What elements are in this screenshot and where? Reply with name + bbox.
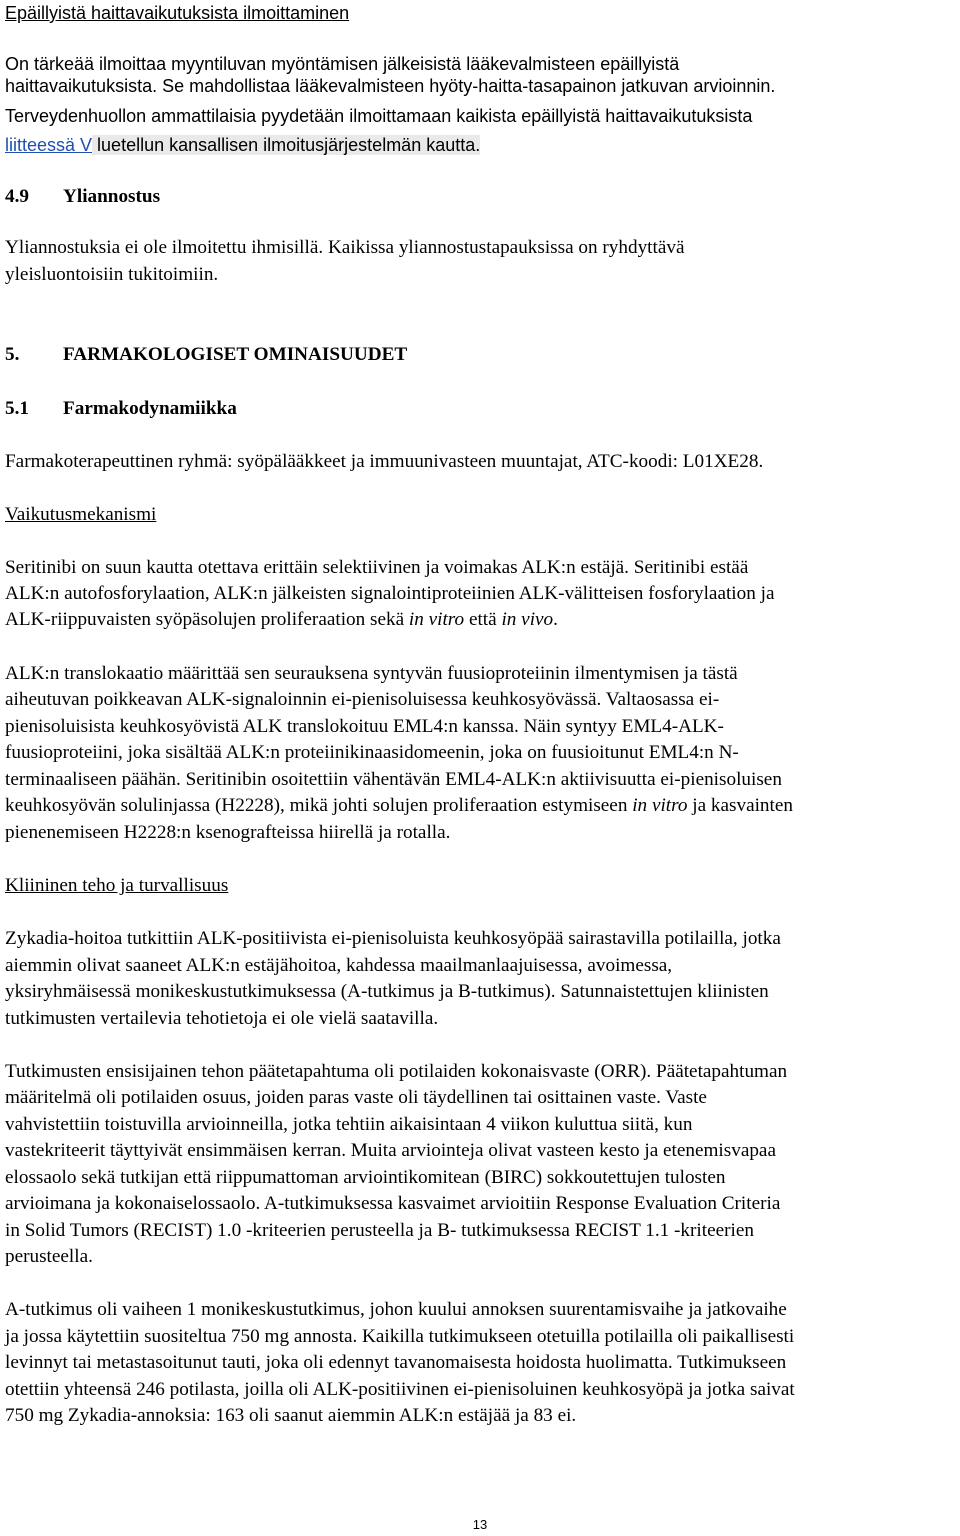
mechanism-line: pienisoluisista keuhkosyövistä ALK translokoituu EML4:n kanssa. Näin syntyy EML4-ALK-	[5, 716, 724, 737]
mechanism-line	[5, 793, 793, 819]
clinical-line: Zykadia-hoitoa tutkittiin ALK-positiivista ei-pienisoluista keuhkosyöpää sairastavilla potilailla, jotka	[5, 928, 781, 949]
text-span: ja kasvainten	[687, 795, 793, 816]
overdose-line: yleisluontoisiin tukitoimiin.	[5, 264, 219, 285]
clinical-line: Tutkimusten ensisijainen tehon päätetapahtuma oli potilaiden kokonaisvaste (ORR). Päätetapahtuman	[5, 1061, 788, 1082]
clinical-line: elossaolo sekä tutkijan että riippumattoman arviointikomitean (BIRC) sokkoutettujen tulosten	[5, 1167, 726, 1188]
clinical-line: 750 mg Zykadia-annoksia: 163 oli saanut aiemmin ALK:n estäjää ja 83 ei.	[5, 1405, 577, 1426]
italic-span: in vitro	[632, 795, 688, 816]
reporting-heading: Epäillyistä haittavaikutuksista ilmoittaminen	[5, 3, 350, 23]
text-span: ALK-riippuvaisten syöpäsolujen proliferaation sekä	[5, 609, 409, 630]
clinical-line: levinnyt tai metastasoitunut tauti, joka oli edennyt tavanomaisesta hoidosta huolimatta. Tutkimukseen	[5, 1352, 787, 1373]
mechanism-line: ALK:n translokaatio määrittää sen seurauksena syntyvän fuusioproteiinin ilmentymisen ja tästä	[5, 663, 738, 684]
overdose-line: Yliannostuksia ei ole ilmoitettu ihmisillä. Kaikissa yliannostustapauksissa on ryhdyttävä	[5, 237, 685, 258]
section-5-heading	[5, 342, 407, 368]
clinical-line: A-tutkimus oli vaiheen 1 monikeskustutkimus, johon kuului annoksen suurentamisvaihe ja jatkovaihe	[5, 1299, 787, 1320]
reporting-line	[5, 132, 480, 158]
reporting-line-rest: luetellun kansallisen ilmoitusjärjestelmän kautta.	[92, 135, 481, 155]
clinical-line: yksiryhmäisessä monikeskustutkimuksessa (A-tutkimus ja B-tutkimus). Satunnaistettujen kliinisten	[5, 981, 769, 1002]
section-title: FARMAKOLOGISET OMINAISUUDET	[63, 344, 408, 365]
text-span: että	[464, 609, 502, 630]
mechanism-heading: Vaikutusmekanismi	[5, 504, 157, 525]
text-span: keuhkosyövän solulinjassa (H2228), mikä johti solujen proliferaation estymiseen	[5, 795, 633, 816]
mechanism-line: terminaaliseen päähän. Seritinibin osoitettiin vähentävän EML4-ALK:n aktiivisuutta ei-pienisoluisen	[5, 769, 782, 790]
italic-span: in vivo	[501, 609, 554, 630]
text-span: .	[553, 609, 558, 630]
section-4-9-heading	[5, 184, 160, 210]
section-number: 5.1	[5, 398, 29, 419]
clinical-line: tutkimusten vertailevia tehotietoja ei ole vielä saatavilla.	[5, 1008, 439, 1029]
section-title: Farmakodynamiikka	[63, 398, 237, 419]
clinical-line: aiemmin olivat saaneet ALK:n estäjähoitoa, kahdessa maailmanlaajuisessa, avoimessa,	[5, 955, 673, 976]
clinical-line: perusteella.	[5, 1246, 93, 1267]
section-number: 5.	[5, 344, 20, 365]
clinical-heading: Kliininen teho ja turvallisuus	[5, 875, 229, 896]
mechanism-line: Seritinibi on suun kautta otettava erittäin selektiivinen ja voimakas ALK:n estäjä. Seritinibi estää	[5, 557, 749, 578]
mechanism-line: ALK:n autofosforylaation, ALK:n jälkeisten signalointiproteiinien ALK-välitteisen fosforylaation ja	[5, 583, 775, 604]
mechanism-line: fuusioproteiini, joka sisältää ALK:n proteiinikinaasidomeenin, joka on fuusioitunut EML4:n N-	[5, 742, 739, 763]
section-title: Yliannostus	[63, 186, 161, 207]
italic-span: in vitro	[408, 609, 465, 630]
clinical-line: in Solid Tumors (RECIST) 1.0 -kriteerien perusteella ja B- tutkimuksessa RECIST 1.1 -kriteerien	[5, 1220, 754, 1241]
mechanism-line	[5, 607, 558, 633]
reporting-line: Terveydenhuollon ammattilaisia pyydetään ilmoittamaan kaikista epäillyistä haittavaikutuksista	[5, 106, 753, 126]
clinical-line: vastekriteerit täyttyivät ensimmäisen kerran. Muita arviointeja olivat vasteen kesto ja etenemisvapaa	[5, 1140, 776, 1161]
appendix-v-link[interactable]: liitteessä V	[5, 135, 93, 155]
atc-code-line: Farmakoterapeuttinen ryhmä: syöpälääkkeet ja immuunivasteen muuntajat, ATC-koodi: L01XE28.	[5, 451, 764, 472]
clinical-line: ja jossa käytettiin suositeltua 750 mg annosta. Kaikilla tutkimukseen otetuilla potilailla oli paikallisesti	[5, 1326, 795, 1347]
clinical-line: vahvistettiin toistuvilla arvioinneilla, jotka tehtiin aikaisintaan 4 viikon kuluttua siitä, kun	[5, 1114, 693, 1135]
reporting-line: On tärkeää ilmoittaa myyntiluvan myöntämisen jälkeisistä lääkevalmisteen epäillyistä	[5, 54, 680, 74]
page-number: 13	[472, 1517, 488, 1532]
section-number: 4.9	[5, 186, 29, 207]
mechanism-line: pienenemiseen H2228:n ksenografteissa hiirellä ja rotalla.	[5, 822, 451, 843]
reporting-line: haittavaikutuksista. Se mahdollistaa lääkevalmisteen hyöty-haitta-tasapainon jatkuvan arvioinnin.	[5, 76, 776, 96]
section-5-1-heading	[5, 396, 237, 422]
clinical-line: arvioimana ja kokonaiselossaolo. A-tutkimuksessa kasvaimet arvioitiin Response Evaluation Criteria	[5, 1193, 781, 1214]
mechanism-line: aiheutuvan poikkeavan ALK-signaloinnin ei-pienisoluisessa keuhkosyövässä. Valtaosassa ei-	[5, 689, 720, 710]
clinical-line: otettiin yhteensä 246 potilasta, joilla oli ALK-positiivinen ei-pienisoluinen keuhkosyöpä ja jotka saivat	[5, 1379, 795, 1400]
clinical-line: määritelmä oli potilaiden osuus, joiden paras vaste oli täydellinen tai osittainen vaste. Vaste	[5, 1087, 707, 1108]
